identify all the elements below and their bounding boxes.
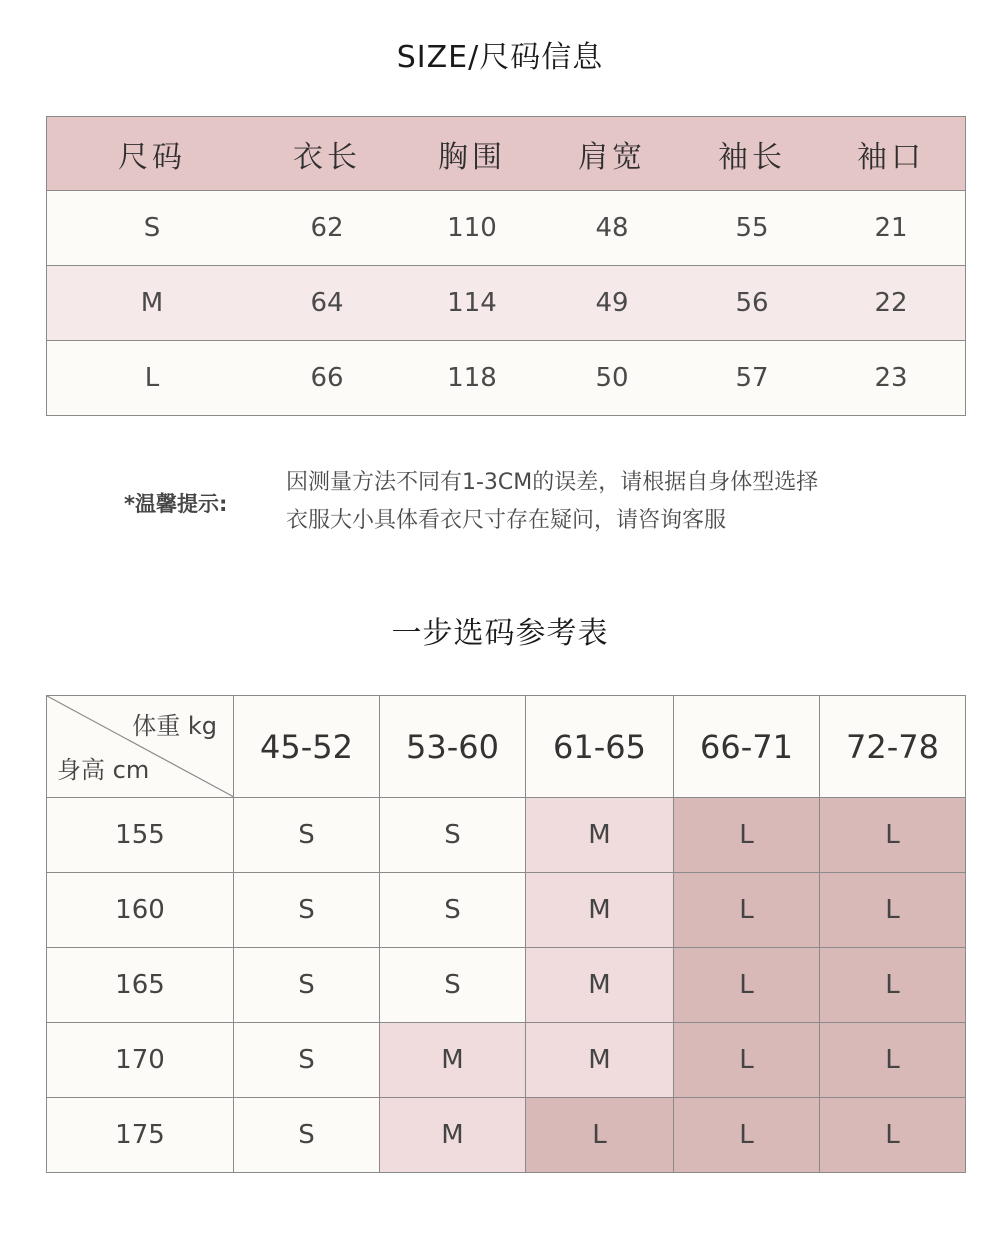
size-cell: M [526,873,674,948]
weight-range-header: 61-65 [526,696,674,798]
length-value: 62 [310,213,344,243]
header-sleeve: 袖长 [718,139,786,175]
size-cell: S [380,948,526,1023]
size-cell: L [820,798,966,873]
weight-range-header: 66-71 [674,696,820,798]
height-cell: 165 [47,948,234,1023]
weight-axis-label: 体重 kg [132,712,217,740]
height-cell: 175 [47,1098,234,1173]
length-value: 64 [310,288,344,318]
height-axis-label: 身高 cm [57,756,150,784]
size-cell: L [674,948,820,1023]
height-cell: 160 [47,873,234,948]
size-cell: S [234,798,380,873]
shoulder-value: 50 [595,363,629,393]
size-table-header [47,117,965,190]
tip-line-1: 因测量方法不同有1-3CM的误差，请根据自身体型选择 [286,470,819,495]
size-reference-table [46,695,966,1173]
table-row [47,873,966,948]
table-row [47,265,965,340]
size-cell: S [234,873,380,948]
size-cell: M [526,798,674,873]
reference-header-row [47,696,966,798]
size-cell: L [674,1023,820,1098]
size-cell: L [674,873,820,948]
header-shoulder: 肩宽 [578,139,646,175]
table-row [47,340,965,415]
size-table [46,116,966,416]
shoulder-value: 48 [595,213,629,243]
cuff-value: 21 [874,213,908,243]
shoulder-value: 49 [595,288,629,318]
size-cell: L [526,1098,674,1173]
size-cell: S [380,798,526,873]
header-size: 尺码 [118,139,186,175]
sleeve-value: 55 [735,213,769,243]
header-length: 衣长 [293,139,361,175]
table-row [47,798,966,873]
sleeve-value: 57 [735,363,769,393]
weight-range-header: 72-78 [820,696,966,798]
size-cell: M [380,1098,526,1173]
table-row [47,948,966,1023]
size-label: L [144,363,160,393]
size-cell: S [234,948,380,1023]
size-cell: S [234,1023,380,1098]
table-row [47,190,965,265]
height-cell: 170 [47,1023,234,1098]
table-row [47,1023,966,1098]
size-cell: S [234,1098,380,1173]
size-label: M [140,288,164,318]
cuff-value: 22 [874,288,908,318]
chest-value: 118 [447,363,497,393]
reference-title: 一步选码参考表 [391,616,609,651]
length-value: 66 [310,363,344,393]
tip-label: *温馨提示: [124,492,228,516]
tip-line-2: 衣服大小具体看衣尺寸存在疑问，请咨询客服 [286,508,727,533]
size-cell: L [820,1098,966,1173]
table-row [47,1098,966,1173]
size-info-title: SIZE/尺码信息 [396,40,604,75]
chest-value: 110 [447,213,497,243]
weight-range-header: 45-52 [234,696,380,798]
tip-text [286,464,926,540]
height-cell: 155 [47,798,234,873]
size-cell: L [674,1098,820,1173]
size-cell: L [820,948,966,1023]
size-cell: S [380,873,526,948]
corner-cell [47,696,234,798]
size-cell: M [380,1023,526,1098]
sleeve-value: 56 [735,288,769,318]
size-cell: L [674,798,820,873]
weight-range-header: 53-60 [380,696,526,798]
size-label: S [143,213,161,243]
header-chest: 胸围 [438,139,506,175]
size-cell: L [820,873,966,948]
cuff-value: 23 [874,363,908,393]
size-cell: M [526,1023,674,1098]
size-cell: M [526,948,674,1023]
size-cell: L [820,1023,966,1098]
chest-value: 114 [447,288,497,318]
header-cuff: 袖口 [857,139,925,175]
